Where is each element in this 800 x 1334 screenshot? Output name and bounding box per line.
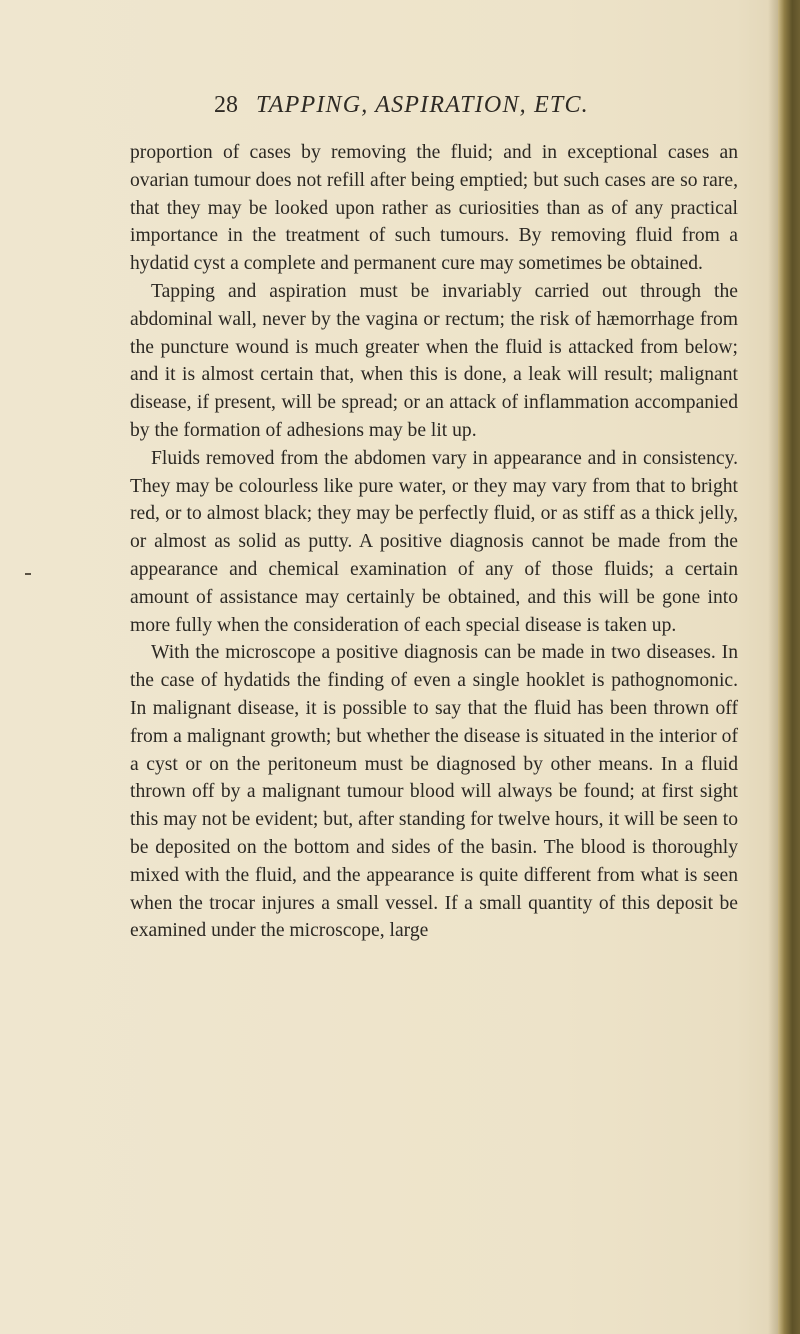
paragraph: Tapping and aspiration must be invariably carried out through the abdominal wall, never by the vagina or rectum; the risk of hæmorrhage from the puncture wound is much greater when the fluid is attacked from below; and it is almost certain that, when this is done, a leak will result; malignant disease, if present, will be spread; or an attack of inflammation accompanied by the formation of adhesions may be lit up. — [130, 280, 738, 441]
page-edge-shadow — [768, 0, 778, 1334]
page-number: 28 — [214, 92, 238, 118]
paragraph: With the microscope a positive diagnosis can be made in two diseases. In the case of hydatids the finding of even a single hooklet is pathognomonic. In malignant disease, it is possible to say that the fluid has been thrown off from a malignant growth; but whether the disease is situated in the interior of a cyst or on the peritoneum must be diagnosed by other means. In a fluid thrown off by a malignant tumour blood will always be found; at first sight this may not be evident; but, after standing for twelve hours, it will be seen to be deposited on the bottom and sides of the basin. The blood is thoroughly mixed with the fluid, and the appearance is quite different from what is seen when the trocar injures a small vessel. If a small quantity of this deposit be examined under the microscope, large — [130, 642, 738, 942]
paragraph: Fluids removed from the abdomen vary in appearance and in consistency. They may be colourless like pure water, or they may vary from that to bright red, or to almost black; they may be perfectly fluid, or as stiff as a thick jelly, or almost as solid as putty. A positive diagnosis cannot be made from the appearance and chemical examination of any of those fluids; a certain amount of assistance may certainly be obtained, and this will be gone into more fully when the consideration of each special disease is taken up. — [130, 447, 738, 636]
running-head: TAPPING, ASPIRATION, ETC. — [256, 92, 589, 118]
page-edge — [778, 0, 800, 1334]
body-text — [130, 139, 738, 945]
margin-mark — [25, 573, 31, 575]
page-header — [0, 92, 800, 132]
paragraph: proportion of cases by removing the fluid; and in exceptional cases an ovarian tumour does not refill after being emptied; but such cases are so rare, that they may be looked upon rather as curiosities than as of any practical importance in the treatment of such tumours. By removing fluid from a hydatid cyst a complete and permanent cure may sometimes be obtained. — [130, 142, 738, 275]
